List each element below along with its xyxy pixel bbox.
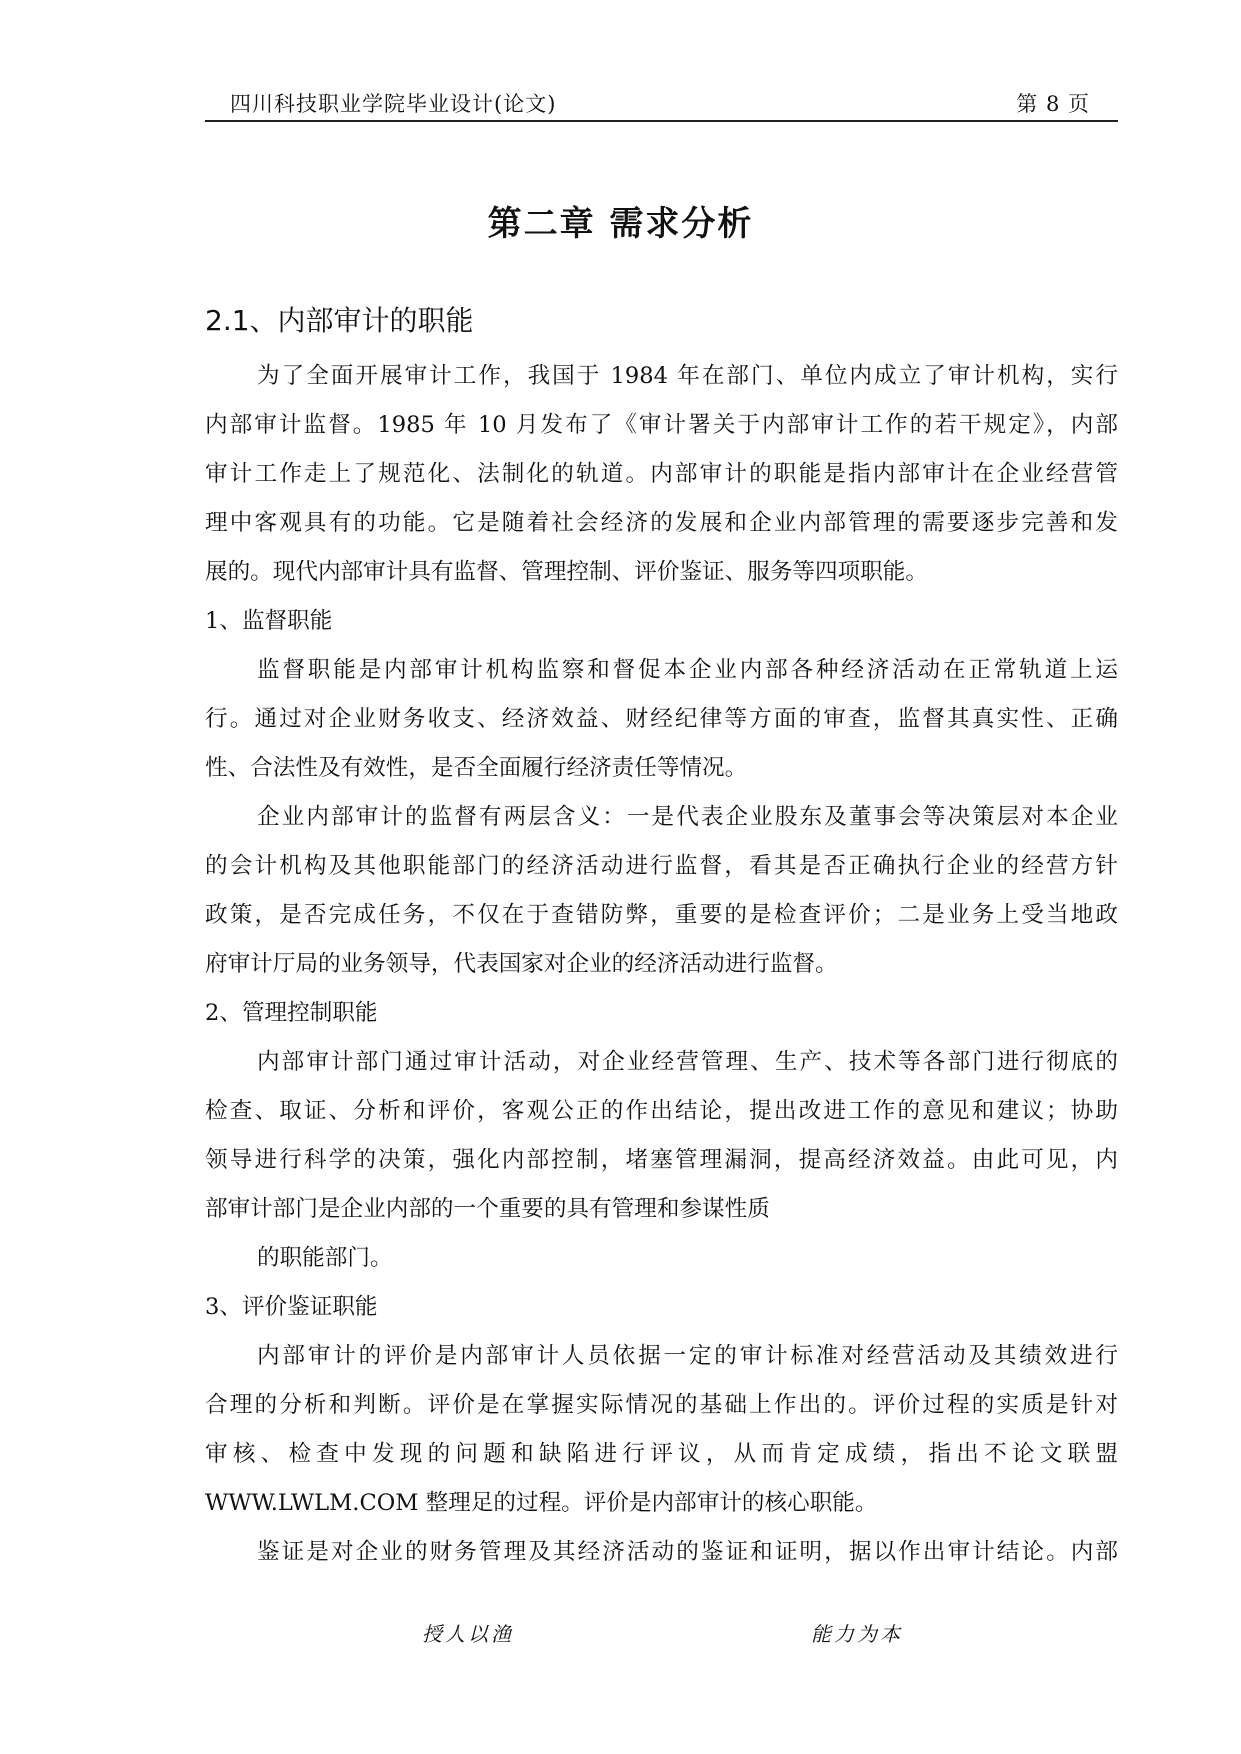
- body-line: 为了全面开展审计工作，我国于 1984 年在部门、单位内成立了审计机构，实行: [257, 363, 1118, 389]
- body-line: 的会计机构及其他职能部门的经济活动进行监督，看其是否正确执行企业的经营方针: [205, 853, 1118, 879]
- body-line: 府审计厅局的业务领导，代表国家对企业的经济活动进行监督。: [205, 951, 838, 977]
- header-page-number: 第 8 页: [1016, 92, 1090, 116]
- body-line: 性、合法性及有效性，是否全面履行经济责任等情况。: [205, 755, 748, 781]
- body-line: 展的。现代内部审计具有监督、管理控制、评价鉴证、服务等四项职能。: [205, 559, 928, 585]
- subheading-management-control: 2、管理控制职能: [205, 1000, 378, 1026]
- body-line: 检查、取证、分析和评价，客观公正的作出结论，提出改进工作的意见和建议；协助: [205, 1098, 1118, 1124]
- body-line: 内部审计的评价是内部审计人员依据一定的审计标准对经营活动及其绩效进行: [257, 1343, 1118, 1369]
- chapter-title: 第二章 需求分析: [487, 204, 754, 244]
- header-school-title: 四川科技职业学院毕业设计(论文): [230, 92, 557, 116]
- subheading-supervision: 1、监督职能: [205, 608, 333, 634]
- body-line: 鉴证是对企业的财务管理及其经济活动的鉴证和证明，据以作出审计结论。内部: [257, 1539, 1118, 1565]
- body-line: 部审计部门是企业内部的一个重要的具有管理和参谋性质: [205, 1196, 770, 1222]
- footer-motto-right: 能力为本: [811, 1622, 903, 1646]
- body-line: 内部审计监督。1985 年 10 月发布了《审计署关于内部审计工作的若干规定》，内部: [205, 412, 1118, 438]
- body-line: 政策，是否完成任务，不仅在于查错防弊，重要的是检查评价；二是业务上受当地政: [205, 902, 1118, 928]
- body-line: 合理的分析和判断。评价是在掌握实际情况的基础上作出的。评价过程的实质是针对: [205, 1392, 1118, 1418]
- body-line: 监督职能是内部审计机构监察和督促本企业内部各种经济活动在正常轨道上运: [257, 657, 1118, 683]
- body-line: 领导进行科学的决策，强化内部控制，堵塞管理漏洞，提高经济效益。由此可见，内: [205, 1147, 1118, 1173]
- section-title: 2.1、内部审计的职能: [205, 304, 474, 337]
- body-text: [205, 352, 1118, 1577]
- page-header: [205, 86, 1118, 122]
- footer-motto-left: 授人以渔: [422, 1622, 514, 1646]
- body-line: 审计工作走上了规范化、法制化的轨道。内部审计的职能是指内部审计在企业经营管: [205, 461, 1118, 487]
- body-line: WWW.LWLM.COM 整理足的过程。评价是内部审计的核心职能。: [205, 1490, 878, 1516]
- body-line: 的职能部门。: [257, 1245, 393, 1271]
- subheading-evaluation: 3、评价鉴证职能: [205, 1294, 378, 1320]
- body-line: 审核、检查中发现的问题和缺陷进行评议，从而肯定成绩，指出不论文联盟: [205, 1441, 1118, 1467]
- body-line: 内部审计部门通过审计活动，对企业经营管理、生产、技术等各部门进行彻底的: [257, 1049, 1118, 1075]
- body-line: 企业内部审计的监督有两层含义：一是代表企业股东及董事会等决策层对本企业: [257, 804, 1118, 830]
- body-line: 行。通过对企业财务收支、经济效益、财经纪律等方面的审查，监督其真实性、正确: [205, 706, 1118, 732]
- body-line: 理中客观具有的功能。它是随着社会经济的发展和企业内部管理的需要逐步完善和发: [205, 510, 1118, 536]
